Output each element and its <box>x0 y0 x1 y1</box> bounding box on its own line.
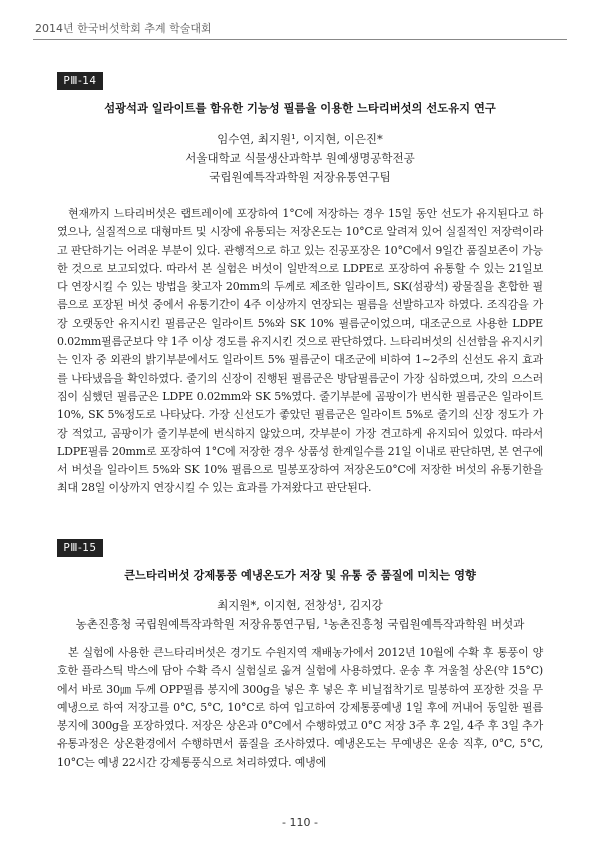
page-number: - 110 - <box>282 816 318 829</box>
abstract-authors: 최지원*, 이지현, 전창성¹, 김지강 <box>217 598 383 612</box>
running-header: 2014년 한국버섯학회 추계 학술대회 <box>35 22 212 35</box>
abstract-label: PⅢ-14 <box>57 72 103 90</box>
abstract-body: 본 실험에 사용한 큰느타리버섯은 경기도 수원지역 재배농가에서 2012년 10월에 수확 후 통풍이 양호한 플라스틱 박스에 담아 수확 즉시 실험실로 옮겨 실험에 사용하였다. 운송 후 겨울철 상온(약 15°C)에서 바로 30㎛ 두께 OPP필름 봉지에 300g을 넣은 후 넣은 후 비닐접착기로 밀봉하여 포장한 것을 무예냉으로 하여 저장고를 0°C, 5°C, 10°C로 하여 입고하여 강제통풍예냉 1일 후에 꺼내어 동일한 필름봉지에 300g을 포장하였다. 저장은 상온과 0°C에서 수행하였고 0°C 저장 3주 후 2일, 4주 후 3일 추가 유통과정은 상온환경에서 수행하면서 품질을 조사하였다. 예냉온도는 무예냉은 운송 직후, 0°C, 5°C, 10°C는 예냉 22시간 강제통풍식으로 처리하였다. 예냉에 <box>57 646 543 769</box>
abstract-affiliation: 농촌진흥청 국립원예특작과학원 저장유통연구팀, ¹농촌진흥청 국립원예특작과학원 버섯과 <box>75 617 525 631</box>
abstract-affiliation: 국립원예특작과학원 저장유통연구팀 <box>209 170 391 184</box>
abstract-title: 큰느타리버섯 강제통풍 예냉온도가 저장 및 유통 중 품질에 미치는 영향 <box>124 569 476 582</box>
header-rule <box>33 39 567 40</box>
abstract-authors: 임수연, 최지원¹, 이지현, 이은진* <box>217 132 383 146</box>
abstract-affiliation: 서울대학교 식물생산과학부 원예생명공학전공 <box>185 151 415 165</box>
abstract-body: 현재까지 느타리버섯은 랩트레이에 포장하여 1°C에 저장하는 경우 15일 동안 선도가 유지된다고 하였으나, 실질적으로 대형마트 및 시장에 유통되는 저장온도는 10°C로 알려져 있어 실질적인 저장력이라고 판단하기는 어려운 부분이 있다. 관행적으로 하고 있는 진공포장은 10°C에서 9일간 품질보존이 가능한 것으로 보고되었다. 따라서 본 실험은 버섯이 일반적으로 LDPE로 포장하여 유통할 수 있는 21일보다 연장시킬 수 있는 방법을 찾고자 20mm의 두께로 제조한 일라이트, SK(섬광석) 광물질을 혼합한 필름으로 포장된 버섯 중에서 유통기간이 4주 이상까지 연장되는 필름을 선발하고자 하였다. 조직감을 가장 오랫동안 유지시킨 필름군은 일라이트 5%와 SK 10% 필름군이었으며, 대조군으로 사용한 LDPE 0.02mm필름군보다 약 1주 이상 경도를 유지시킨 것으로 판단하였다. 느타리버섯의 신선함을 유지시키는 인자 중 외관의 밝기부분에서도 일라이트 5% 필름군이 대조군에 비하여 1~2주의 신선도 유지 효과를 나타냈음을 확인하였다. 줄기의 신장이 진행된 필름군은 방담필름군이 가장 심하였으며, 갓의 으스러짐이 심했던 필름군은 LDPE 0.02mm와 SK 5%였다. 줄기부분에 곰팡이가 번식한 필름군은 일라이트 10%, SK 5%정도로 나타났다. 가장 신선도가 좋았던 필름군은 일라이트 5%로 줄기의 신장 정도가 가장 적었고, 곰팡이가 줄기부분에 번식하지 않았으며, 갓부분이 가장 견고하게 유지되어 있었다. 따라서 LDPE필름 20mm로 포장하여 1°C에 저장한 경우 상품성 한계일수를 21일 이내로 판단하면, 본 연구에서 버섯을 일라이트 5%와 SK 10% 필름으로 밀봉포장하여 저장온도0°C에 저장한 버섯의 유통기한을 최대 28일 이상까지 연장시킬 수 있는 효과를 가져왔다고 판단된다. <box>57 207 544 495</box>
abstract-label: PⅢ-15 <box>57 539 103 557</box>
abstract-title: 섬광석과 일라이트를 함유한 기능성 필름을 이용한 느타리버섯의 선도유지 연구 <box>104 102 496 115</box>
